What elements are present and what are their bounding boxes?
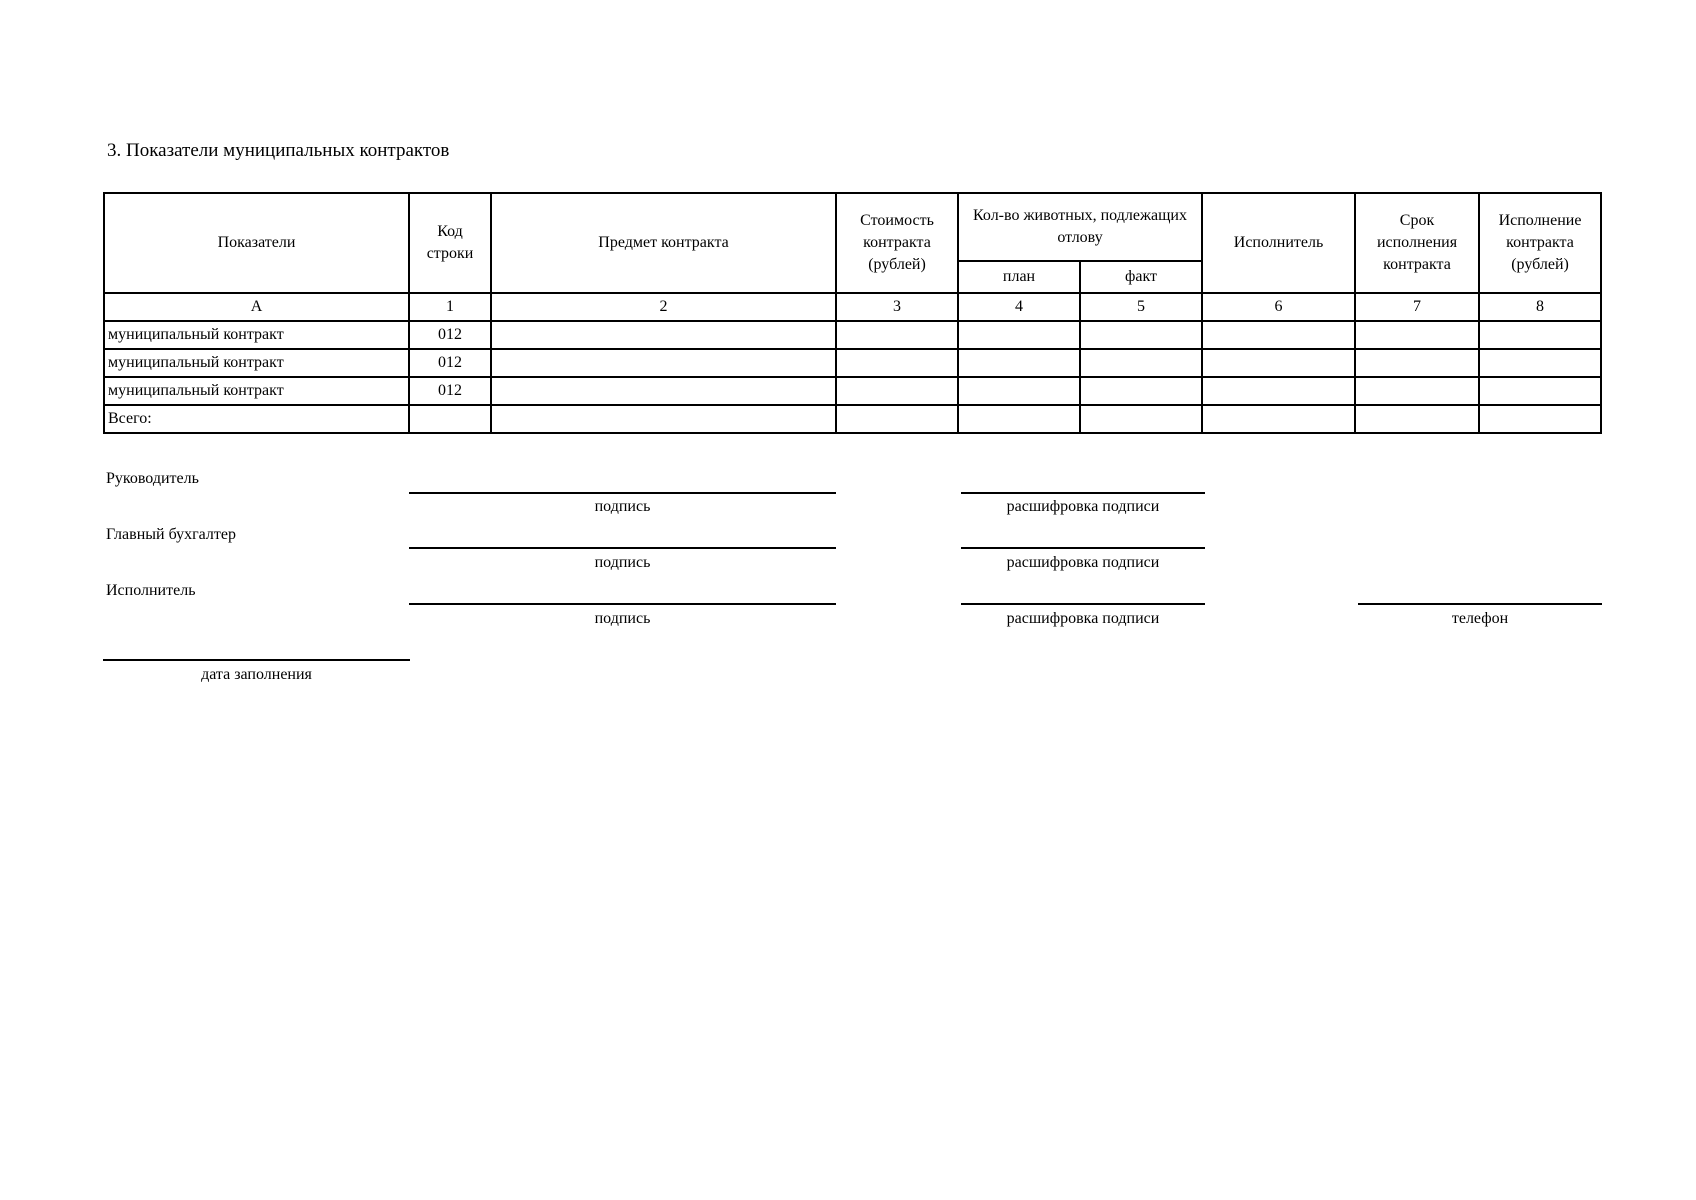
column-number: 6 xyxy=(1202,293,1355,321)
date-caption: дата заполнения xyxy=(201,666,312,683)
date-line[interactable] xyxy=(103,659,410,661)
empty-cell xyxy=(836,377,958,405)
empty-cell xyxy=(1080,349,1202,377)
executor-decoding-line[interactable] xyxy=(961,603,1205,605)
row-code: 012 xyxy=(409,349,491,377)
column-number: 2 xyxy=(491,293,836,321)
empty-cell xyxy=(1479,321,1601,349)
empty-cell xyxy=(1355,349,1479,377)
column-number-row xyxy=(104,293,1601,321)
header-term: Срок исполнения контракта xyxy=(1355,193,1479,293)
chief-accountant-decoding-line[interactable] xyxy=(961,547,1205,549)
empty-cell xyxy=(1202,377,1355,405)
chief-accountant-signature-caption: подпись xyxy=(594,554,651,571)
empty-cell xyxy=(1479,377,1601,405)
column-number: 5 xyxy=(1080,293,1202,321)
header-executor: Исполнитель xyxy=(1202,193,1355,293)
column-number: 1 xyxy=(409,293,491,321)
empty-cell xyxy=(836,405,958,433)
empty-cell xyxy=(836,321,958,349)
empty-cell xyxy=(958,377,1080,405)
chief-accountant-signature-line[interactable] xyxy=(409,547,836,549)
header-plan: план xyxy=(958,261,1080,293)
row-label: Всего: xyxy=(104,405,409,433)
column-number: А xyxy=(104,293,409,321)
empty-cell xyxy=(1080,377,1202,405)
empty-cell xyxy=(1355,377,1479,405)
empty-cell xyxy=(1355,405,1479,433)
table-row xyxy=(104,321,1601,349)
total-row xyxy=(104,405,1601,433)
row-code xyxy=(409,405,491,433)
header-cost: Стоимость контракта (рублей) xyxy=(836,193,958,293)
head-signature-line[interactable] xyxy=(409,492,836,494)
empty-cell xyxy=(1479,349,1601,377)
head-label: Руководитель xyxy=(106,470,199,487)
empty-cell xyxy=(1080,321,1202,349)
chief-accountant-decoding-caption: расшифровка подписи xyxy=(1006,554,1160,571)
table-row xyxy=(104,377,1601,405)
executor-signature-caption: подпись xyxy=(594,610,651,627)
header-indicators: Показатели xyxy=(104,193,409,293)
executor-phone-caption: телефон xyxy=(1451,610,1509,627)
contracts-table xyxy=(103,192,1602,434)
header-subject: Предмет контракта xyxy=(491,193,836,293)
column-number: 7 xyxy=(1355,293,1479,321)
row-label: муниципальный контракт xyxy=(104,321,409,349)
executor-label: Исполнитель xyxy=(106,582,196,599)
chief-accountant-label: Главный бухгалтер xyxy=(106,526,236,543)
empty-cell xyxy=(1080,405,1202,433)
head-decoding-caption: расшифровка подписи xyxy=(1006,498,1160,515)
empty-cell xyxy=(1202,321,1355,349)
empty-cell xyxy=(958,321,1080,349)
column-number: 8 xyxy=(1479,293,1601,321)
executor-signature-line[interactable] xyxy=(409,603,836,605)
empty-cell xyxy=(836,349,958,377)
row-label: муниципальный контракт xyxy=(104,349,409,377)
column-number: 4 xyxy=(958,293,1080,321)
section-heading: 3. Показатели муниципальных контрактов xyxy=(107,140,450,161)
empty-cell xyxy=(491,349,836,377)
header-row-code: Код строки xyxy=(409,193,491,293)
executor-phone-line[interactable] xyxy=(1358,603,1602,605)
header-fact: факт xyxy=(1080,261,1202,293)
empty-cell xyxy=(1479,405,1601,433)
empty-cell xyxy=(491,405,836,433)
empty-cell xyxy=(491,321,836,349)
empty-cell xyxy=(958,405,1080,433)
row-code: 012 xyxy=(409,321,491,349)
empty-cell xyxy=(1202,405,1355,433)
executor-decoding-caption: расшифровка подписи xyxy=(1006,610,1160,627)
row-label: муниципальный контракт xyxy=(104,377,409,405)
header-animals-group: Кол-во животных, подлежащих отлову xyxy=(958,193,1202,261)
empty-cell xyxy=(491,377,836,405)
table-row xyxy=(104,349,1601,377)
head-decoding-line[interactable] xyxy=(961,492,1205,494)
empty-cell xyxy=(1202,349,1355,377)
head-signature-caption: подпись xyxy=(594,498,651,515)
empty-cell xyxy=(958,349,1080,377)
header-execution: Исполнение контракта (рублей) xyxy=(1479,193,1601,293)
empty-cell xyxy=(1355,321,1479,349)
row-code: 012 xyxy=(409,377,491,405)
column-number: 3 xyxy=(836,293,958,321)
